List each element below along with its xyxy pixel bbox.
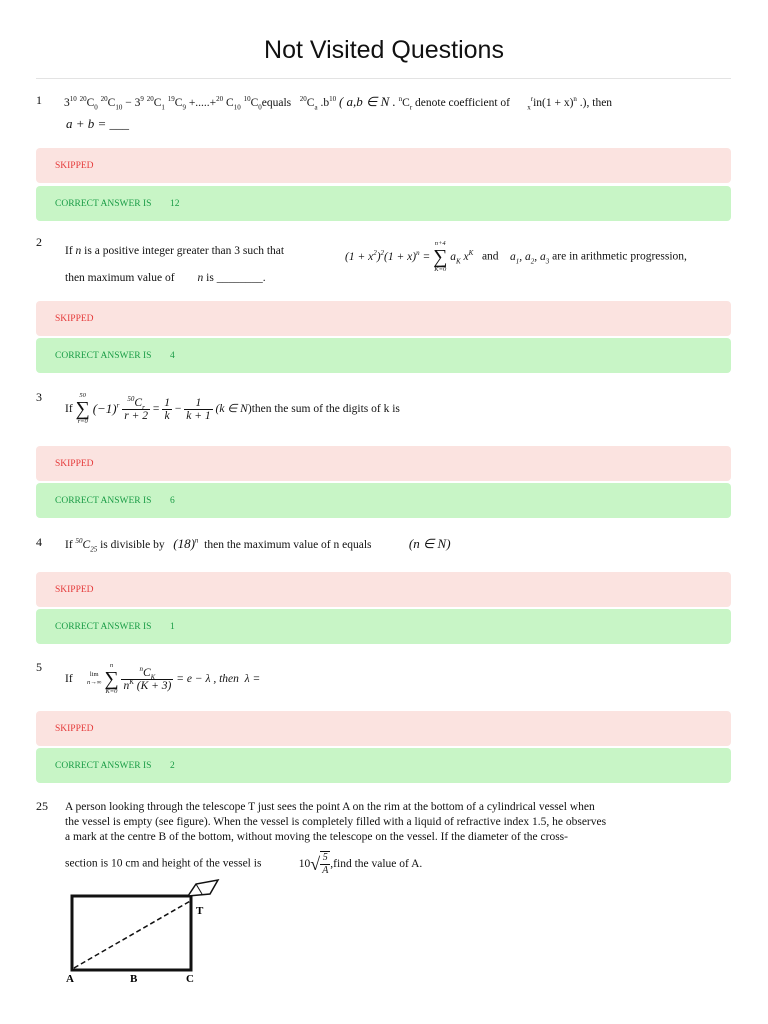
correct-answer-box: CORRECT ANSWER IS 12 — [36, 186, 731, 221]
question-text-part: a + b = ___ — [66, 116, 130, 131]
question-text: If lim n→∞ n ∑ K=0 $\frac{^nC_K}{n^K (K + 3)}$ = e − λ , then λ = — [65, 662, 261, 695]
question-number: 3 — [36, 390, 42, 404]
correct-answer-value: 1 — [170, 622, 175, 632]
label-b: B — [130, 973, 138, 985]
math-expression: $_x^r$ — [527, 95, 534, 112]
question-number: 5 — [36, 660, 42, 674]
correct-answer-value: 6 — [170, 496, 175, 506]
label-a: A — [66, 973, 74, 985]
correct-answer-box: CORRECT ANSWER IS 4 — [36, 338, 731, 373]
correct-answer-value: 12 — [170, 199, 180, 209]
title-divider — [36, 78, 731, 79]
correct-answer-box: CORRECT ANSWER IS 2 — [36, 748, 731, 783]
correct-answer-box: CORRECT ANSWER IS 6 — [36, 483, 731, 518]
question-number: 1 — [36, 93, 42, 107]
correct-answer-value: 2 — [170, 761, 175, 771]
question-text-part: in — [533, 97, 543, 109]
question-text: If $^{50}C_{25}$ is divisible by $(18)^n$ then the maximum value of n equals (n ∈ N) — [65, 536, 451, 554]
math-expression: 10 — [298, 858, 311, 870]
math-expression: $3^{10}$ $^{20}C_0$ $^{20}C_{10} - 3^9$ $^{20}C_1$ $^{19}C_9 +.....+^{20}$ $C_{10}$ $^{10}C_0$ — [64, 95, 262, 112]
skipped-badge: SKIPPED — [36, 148, 731, 183]
question-text-part: equals — [261, 97, 292, 109]
telescope — [188, 880, 218, 896]
skipped-badge: SKIPPED — [36, 711, 731, 746]
math-expression: $^{20}C_a$ $.b^{10}$ — [299, 95, 337, 112]
question-text-part: .), then — [579, 97, 613, 109]
question-text-part: denote coefficient of — [415, 97, 510, 109]
question-text: If n is a positive integer greater than 3 such that — [65, 245, 285, 257]
question-text: If 50 ∑ r=0 $(-1)^r$ $\frac{^{50}C_r}{r + 2}$ = $\frac{1}{k}$ − $\frac{1}{k + 1}$ (k ∈ N)then the sum of the digits of k is — [65, 392, 400, 425]
math-expression: $^nC_r$ — [398, 95, 413, 112]
question-text: section is 10 cm and height of the vessel is 10√ $\frac{5}{A}$ ,find the value of A. — [65, 852, 423, 876]
label-t: T — [196, 905, 204, 917]
label-c: C — [186, 973, 194, 985]
math-expression: $(1 + x^2)^2(1 + x)^n$ = n+4 ∑ K=0 $a_K$ $x^K$ and $a_1$, $a_2$, $a_3$ are in arithmetic progression, — [345, 240, 687, 273]
correct-answer-box: CORRECT ANSWER IS 1 — [36, 609, 731, 644]
skipped-badge: SKIPPED — [36, 572, 731, 607]
skipped-badge: SKIPPED — [36, 446, 731, 481]
question-text: A person looking through the telescope T just sees the point A on the rim at the bottom of a cylindrical vessel when — [65, 801, 595, 813]
question-text-part: ( a,b ∈ N . — [338, 94, 396, 109]
correct-answer-value: 4 — [170, 351, 175, 361]
question-number: 4 — [36, 535, 42, 549]
question-number: 25 — [36, 799, 48, 813]
sight-line — [74, 900, 192, 968]
math-expression: $(1 + x)^n$ — [542, 95, 577, 109]
question-text: a mark at the centre B of the bottom, without moving the telescope on the vessel. If the diameter of the cross- — [65, 831, 568, 843]
page-title: Not Visited Questions — [264, 36, 504, 64]
question-text: the vessel is empty (see figure). When the vessel is completely filled with a liquid of refractive index 1.5, he observes — [65, 816, 607, 828]
skipped-badge: SKIPPED — [36, 301, 731, 336]
question-text: then maximum value of n is ________. — [65, 272, 266, 284]
question-text — [64, 94, 612, 111]
vessel-figure — [62, 878, 242, 988]
question-number: 2 — [36, 235, 42, 249]
